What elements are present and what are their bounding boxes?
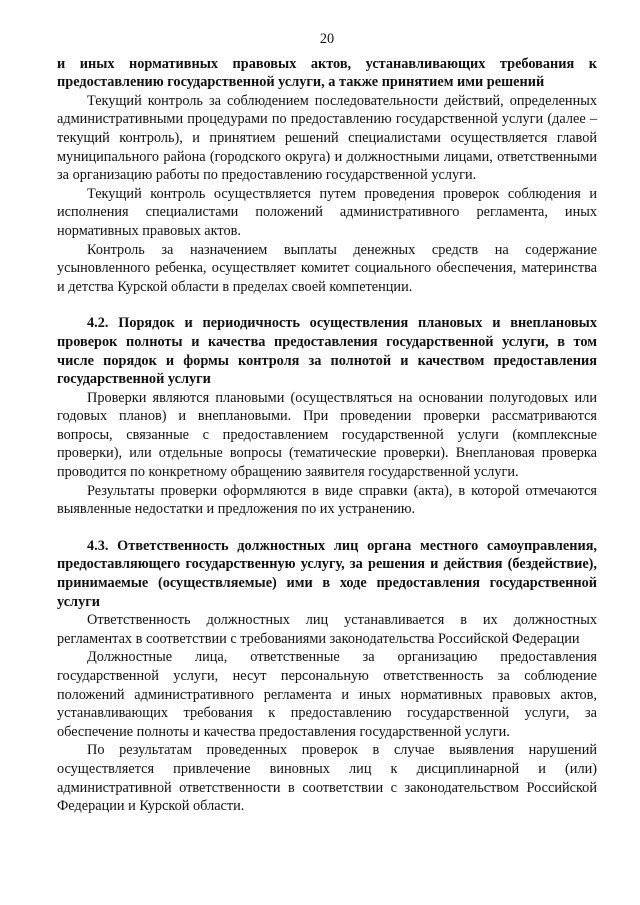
section-4-2-heading: 4.2. Порядок и периодичность осуществления плановых и внеплановых проверок полноты и качества предоставления государственной услуги, в том числе порядок и формы контроля за полнотой и качеством предоставления государственной услуги (57, 315, 597, 388)
paragraph-payment-control: Контроль за назначением выплаты денежных средств на содержание усыновленного ребенка, осуществляет комитет социального обеспечения, материнства и детства Курской области в пределах своей компетенции. (57, 241, 597, 295)
page-number: 20 (319, 31, 335, 47)
paragraph-control-checks: Текущий контроль осуществляется путем проведения проверок соблюдения и исполнения специалистами положений административного регламента, иных нормативных правовых актов. (57, 185, 597, 239)
paragraph-responsibility: Ответственность должностных лиц устанавливается в их должностных регламентах в соответствии с требованиями законодательства Российской Федерации (57, 612, 597, 647)
paragraph-officials-liability: Должностные лица, ответственные за организацию предоставления государственной услуги, несут персональную ответственность за соблюдение положений административного регламента и иных нормативных правовых актов, устанавливающих требования к предоставлению государственной услуги, за обеспечение полноты и качества предоставления государственной услуги. (57, 649, 597, 740)
paragraph-checks-types: Проверки являются плановыми (осуществляться на основании полугодовых или годовых планов) и внеплановыми. При проведении проверки рассматриваются вопросы, связанные с предоставлением государственной услуги (комплексные проверки), или отдельные вопросы (тематические проверки). Внеплановая проверка проводится по конкретному обращению заявителя государственной услуги. (57, 389, 597, 481)
paragraph-violations: По результатам проведенных проверок в случае выявления нарушений осуществляется привлечение виновных лиц к дисциплинарной и (или) административной ответственности в соответствии с законодательством Российской Федерации и Курской области. (57, 742, 597, 815)
paragraph-checks-results: Результаты проверки оформляются в виде справки (акта), в которой отмечаются выявленные недостатки и предложения по их устранению. (57, 482, 597, 518)
section-4-3-heading: 4.3. Ответственность должностных лиц органа местного самоуправления, предоставляющего государственную услугу, за решения и действия (бездействие), принимаемые (осуществляемые) ими в ходе предоставления государственной услуги (57, 537, 597, 610)
document-page (57, 30, 597, 816)
intro-heading: и иных нормативных правовых актов, устанавливающих требования к предоставлению государственной услуги, а также принятием ими решений (57, 55, 597, 91)
paragraph-current-control: Текущий контроль за соблюдением последовательности действий, определенных административными процедурами по предоставлению государственной услуги (далее – текущий контроль), и принятием решений специалистами осуществляется главой муниципального района (городского округа) и должностными лицами, ответственными за организацию работы по предоставлению государственной услуги. (57, 92, 597, 184)
